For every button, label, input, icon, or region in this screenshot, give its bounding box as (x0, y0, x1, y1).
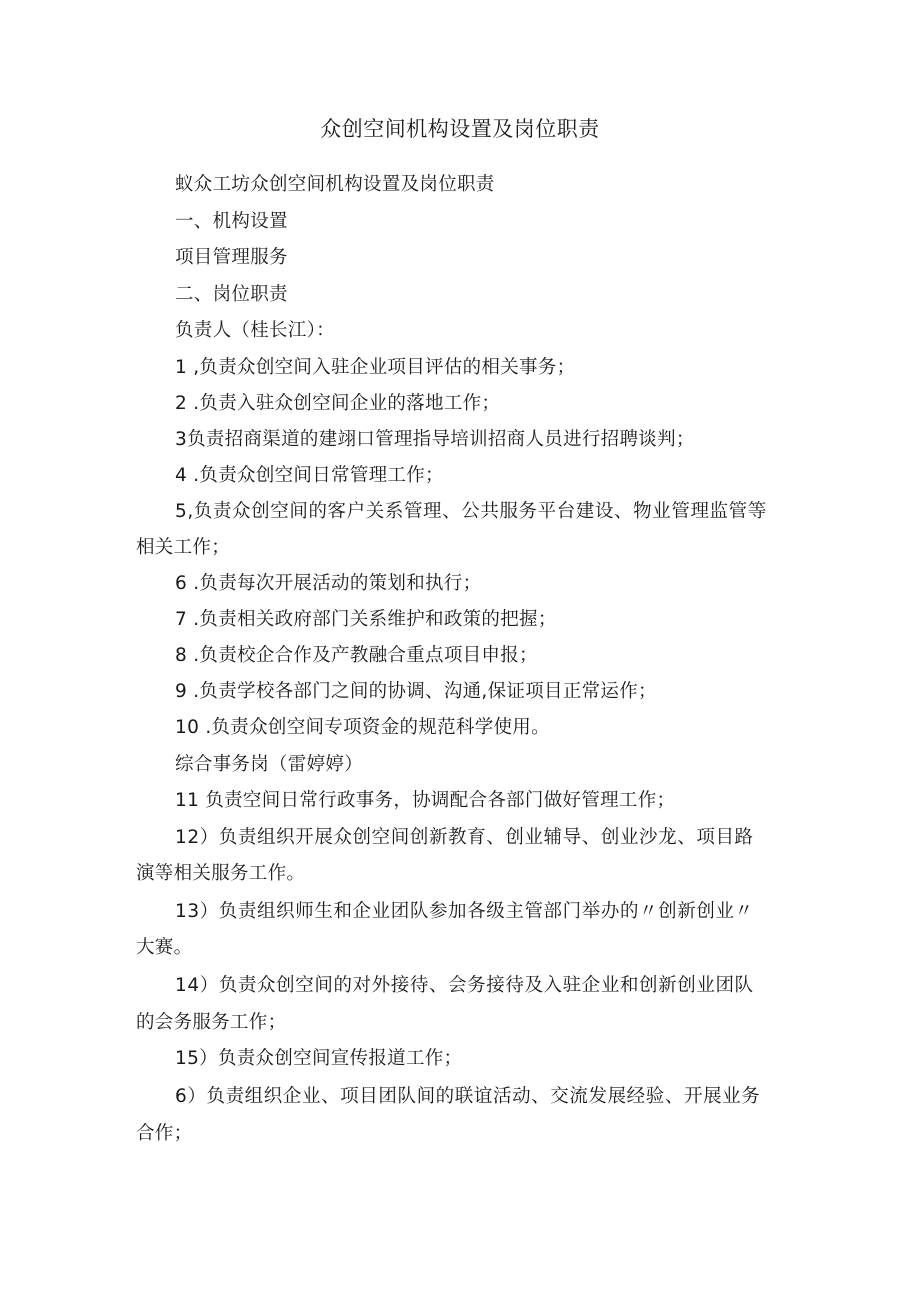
page-title: 众创空间机构设置及岗位职责 (320, 117, 600, 141)
duty-item-continuation: 的会务服务工作； (136, 1012, 287, 1033)
head-role-label: 负责人（桂长江）： (175, 320, 335, 341)
duty-item: 12）负责组织开展众创空间创新教育、创业辅导、创业沙龙、项目路 (175, 827, 754, 848)
duty-item: 13）负责组织师生和企业团队参加各级主管部门举办的〃创新创业〃 (175, 901, 754, 922)
org-item: 项目管理服务 (175, 247, 288, 268)
section-heading-org: 一、机构设置 (175, 211, 288, 232)
duty-item: 3负责招商渠道的建翊口管理指导培训招商人员进行招聘谈判； (175, 429, 695, 450)
duty-item: 10 .负责众创空间专项资金的规范科学使用。 (175, 717, 550, 738)
subtitle: 蚁众工坊众创空间机构设置及岗位职责 (175, 174, 495, 195)
duty-item: 11 负责空间日常行政事务，协调配合各部门做好管理工作； (175, 790, 676, 811)
duty-item: 5,负责众创空间的客户关系管理、公共服务平台建设、物业管理监管等 (175, 501, 767, 522)
duty-item: 6 .负责每次开展活动的策划和执行； (175, 573, 482, 594)
duty-item: 4 .负责众创空间日常管理工作； (175, 465, 444, 486)
duty-item: 9 .负责学校各部门之间的协调、沟通,保证项目正常运作； (175, 681, 657, 702)
duty-item: 14）负责众创空间的对外接待、会务接待及入驻企业和创新创业团队 (175, 975, 754, 996)
duty-item-continuation: 相关工作； (136, 537, 231, 558)
duty-item: 7 .负责相关政府部门关系维护和政策的把握； (175, 609, 557, 630)
duty-item: 1 ,负责众创空间入驻企业项目评估的相关事务； (175, 357, 576, 378)
duty-item-continuation: 合作； (136, 1123, 193, 1144)
duty-item: 2 .负责入驻众创空间企业的落地工作； (175, 393, 501, 414)
duty-item-continuation: 大赛。 (136, 937, 193, 958)
admin-role-label: 综合事务岗（雷婷婷） (175, 754, 364, 775)
section-heading-duties: 二、岗位职责 (175, 284, 288, 305)
duty-item-continuation: 演等相关服务工作。 (136, 863, 306, 884)
duty-item: 15）负责众创空间宣传报道工作； (175, 1048, 463, 1069)
duty-item: 8 .负责校企合作及产教融合重点项目申报； (175, 645, 538, 666)
duty-item: 6）负责组织企业、项目团队间的联谊活动、交流发展经验、开展业务 (175, 1086, 761, 1107)
